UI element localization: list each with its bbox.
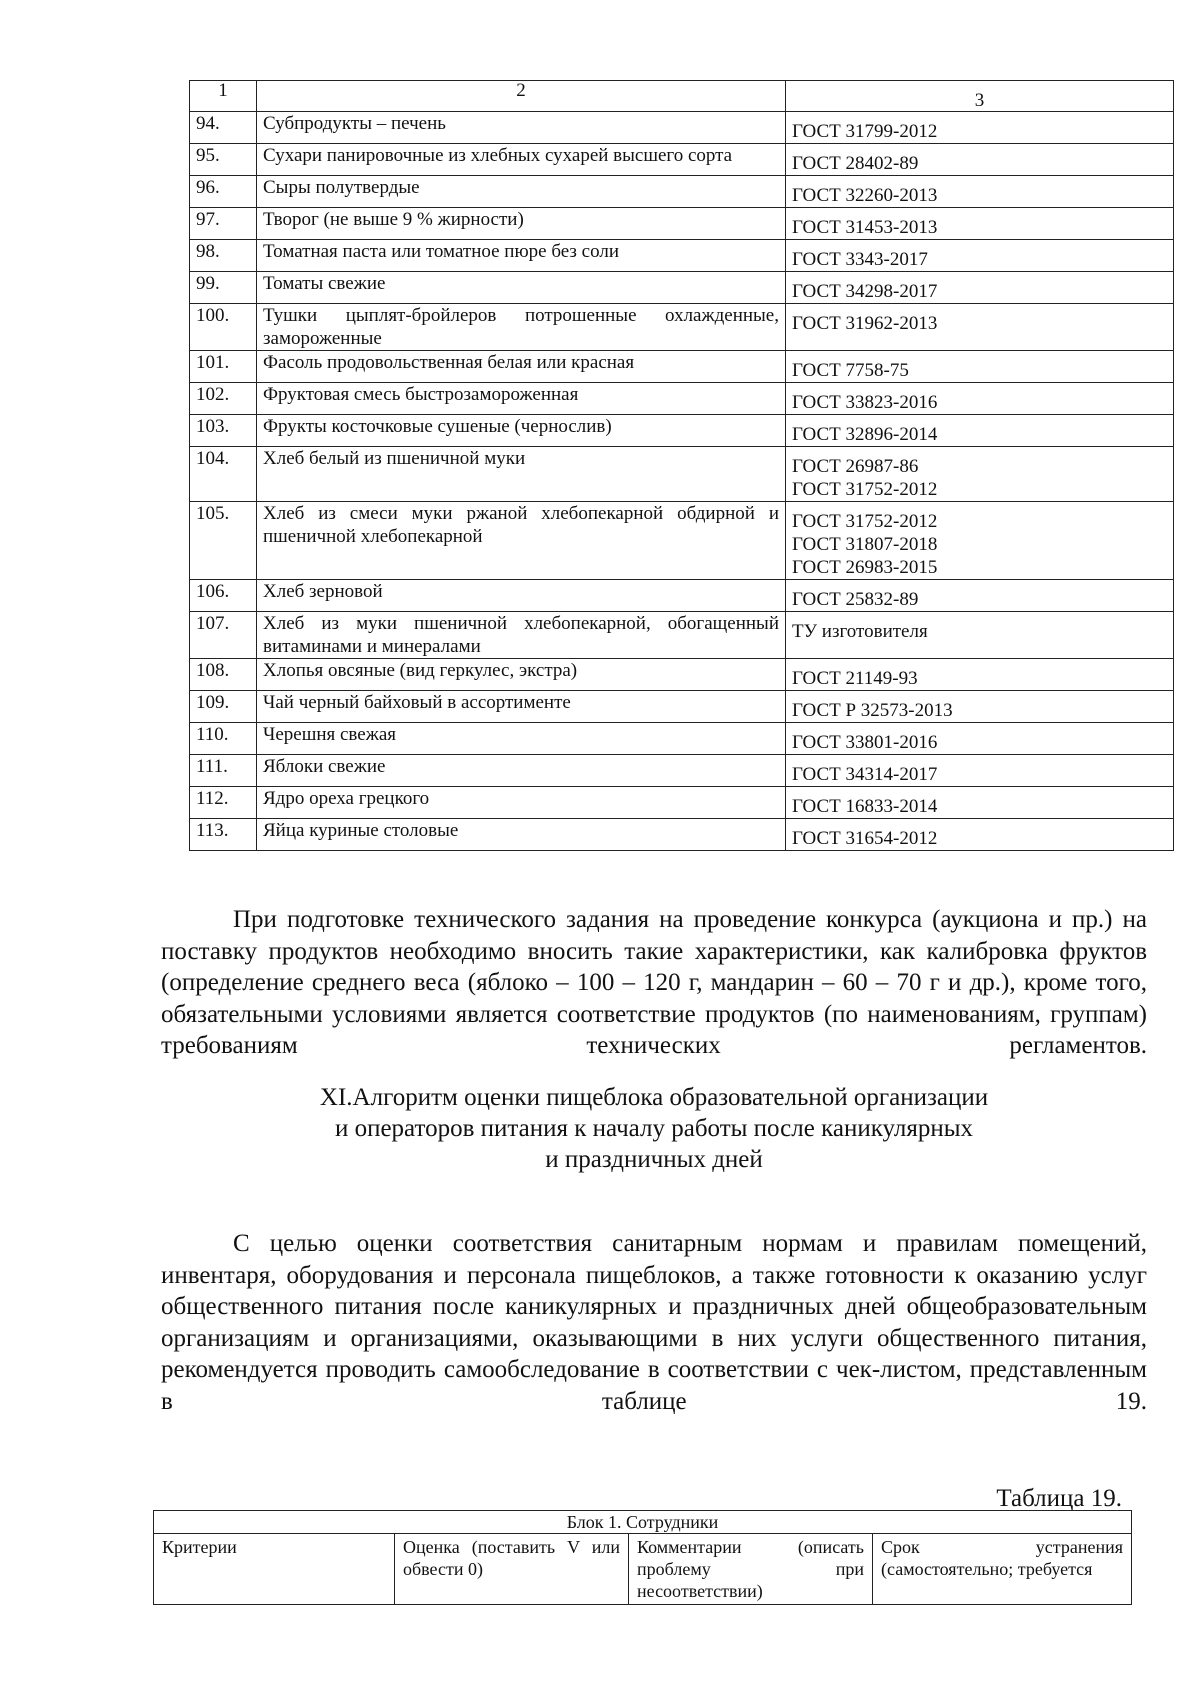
checklist-table xyxy=(153,1510,1132,1605)
standard-code: ГОСТ 28402-89 xyxy=(792,153,919,174)
standard-code: ГОСТ 32260-2013 xyxy=(792,185,938,206)
table-row xyxy=(190,723,1174,755)
product-standard xyxy=(786,659,1174,691)
standard-code: ГОСТ 33801-2016 xyxy=(792,732,938,753)
product-standard xyxy=(786,580,1174,612)
standard-code: ГОСТ 7758-75 xyxy=(792,360,909,381)
product-standard xyxy=(786,240,1174,272)
checklist-header-row xyxy=(154,1534,1132,1605)
checklist-col-comments: Комментарии (описать проблему при несоответствии) xyxy=(629,1534,873,1605)
table-row xyxy=(190,144,1174,176)
product-standard xyxy=(786,502,1174,580)
table-row xyxy=(190,176,1174,208)
table-row xyxy=(190,208,1174,240)
header-cell-3: 3 xyxy=(786,81,1174,112)
paragraph-procurement xyxy=(161,904,1147,1062)
product-name: Фасоль продовольственная белая или красная xyxy=(257,351,786,383)
row-number: 108. xyxy=(190,659,257,691)
row-number: 113. xyxy=(190,819,257,851)
paragraph-self-assessment-text: С целью оценки соответствия санитарным нормам и правилам помещений, инвентаря, оборудования и персонала пищеблоков, а также готовности к оказанию услуг общественного питания после каникулярных и праздничных дней общеобразовательным организациям и организациями, оказывающими в них услуги общественного питания, рекомендуется проводить самообследование в соответствии с чек-листом, представленным в таблице 19. xyxy=(161,1230,1147,1415)
table-row xyxy=(190,691,1174,723)
table-row xyxy=(190,787,1174,819)
product-standard xyxy=(786,112,1174,144)
product-standard xyxy=(786,176,1174,208)
standard-code: ГОСТ 31654-2012 xyxy=(792,828,938,849)
product-standard xyxy=(786,144,1174,176)
section-heading-line-3: и праздничных дней xyxy=(545,1146,763,1173)
products-table-body xyxy=(190,81,1174,851)
table-row xyxy=(190,580,1174,612)
checklist-col-deadline: Срок устранения (самостоятельно; требуется xyxy=(873,1534,1132,1605)
table-row xyxy=(190,272,1174,304)
standard-code: ГОСТ 31799-2012 xyxy=(792,121,938,142)
section-heading-line-2: и операторов питания к началу работы после каникулярных xyxy=(334,1115,974,1142)
product-name: Яблоки свежие xyxy=(257,755,786,787)
product-name: Сыры полутвердые xyxy=(257,176,786,208)
standard-code: ГОСТ 25832-89 xyxy=(792,589,919,610)
product-name: Яйца куриные столовые xyxy=(257,819,786,851)
table-row xyxy=(190,351,1174,383)
standard-code: ГОСТ Р 32573-2013 xyxy=(792,700,953,721)
checklist-block-title: Блок 1. Сотрудники xyxy=(154,1511,1132,1534)
header-cell-2: 2 xyxy=(257,81,786,112)
table-row xyxy=(190,240,1174,272)
product-standard xyxy=(786,723,1174,755)
product-name: Томатная паста или томатное пюре без соли xyxy=(257,240,786,272)
standard-code: ГОСТ 26983-2015 xyxy=(792,557,938,578)
row-number: 105. xyxy=(190,502,257,580)
table-header-row xyxy=(190,81,1174,112)
products-table xyxy=(189,80,1174,851)
product-name: Хлеб из муки пшеничной хлебопекарной, обогащенный витаминами и минералами xyxy=(257,612,786,659)
table-row xyxy=(190,755,1174,787)
standard-code: ГОСТ 33823-2016 xyxy=(792,392,938,413)
product-name: Хлеб белый из пшеничной муки xyxy=(257,447,786,502)
product-name: Томаты свежие xyxy=(257,272,786,304)
table-caption: Таблица 19. xyxy=(996,1485,1122,1512)
row-number: 106. xyxy=(190,580,257,612)
product-standard xyxy=(786,819,1174,851)
product-name: Фрукты косточковые сушеные (чернослив) xyxy=(257,415,786,447)
product-standard xyxy=(786,691,1174,723)
header-cell-1: 1 xyxy=(190,81,257,112)
row-number: 99. xyxy=(190,272,257,304)
product-standard xyxy=(786,755,1174,787)
product-name: Фруктовая смесь быстрозамороженная xyxy=(257,383,786,415)
table-row xyxy=(190,502,1174,580)
checklist-block-row xyxy=(154,1511,1132,1534)
row-number: 100. xyxy=(190,304,257,351)
standard-code: ГОСТ 31453-2013 xyxy=(792,217,938,238)
product-name: Творог (не выше 9 % жирности) xyxy=(257,208,786,240)
standard-code: ГОСТ 34298-2017 xyxy=(792,281,938,302)
product-standard xyxy=(786,208,1174,240)
standard-code: ГОСТ 31752-2012 xyxy=(792,479,938,500)
row-number: 112. xyxy=(190,787,257,819)
table-row xyxy=(190,383,1174,415)
row-number: 109. xyxy=(190,691,257,723)
standard-code: ГОСТ 16833-2014 xyxy=(792,796,938,817)
product-name: Чай черный байховый в ассортименте xyxy=(257,691,786,723)
product-standard xyxy=(786,447,1174,502)
row-number: 101. xyxy=(190,351,257,383)
product-name: Сухари панировочные из хлебных сухарей высшего сорта xyxy=(257,144,786,176)
product-name: Тушки цыплят-бройлеров потрошенные охлажденные, замороженные xyxy=(257,304,786,351)
row-number: 110. xyxy=(190,723,257,755)
row-number: 95. xyxy=(190,144,257,176)
table-row xyxy=(190,112,1174,144)
table-row xyxy=(190,612,1174,659)
product-name: Хлеб из смеси муки ржаной хлебопекарной обдирной и пшеничной хлебопекарной xyxy=(257,502,786,580)
checklist-col-criteria: Критерии xyxy=(154,1534,395,1605)
standard-code: ГОСТ 26987-86 xyxy=(792,456,919,477)
section-heading-line-1: XI.Алгоритм оценки пищеблока образовательной организации xyxy=(319,1084,989,1111)
row-number: 111. xyxy=(190,755,257,787)
product-name: Хлеб зерновой xyxy=(257,580,786,612)
standard-code: ГОСТ 3343-2017 xyxy=(792,249,928,270)
standard-code: ГОСТ 31752-2012 xyxy=(792,511,938,532)
row-number: 96. xyxy=(190,176,257,208)
paragraph-procurement-text: При подготовке технического задания на проведение конкурса (аукциона и пр.) на поставку продуктов необходимо вносить такие характеристики, как калибровка фруктов (определение среднего веса (яблоко – 100 – 120 г, мандарин – 60 – 70 г и др.), кроме того, обязательными условиями является соответствие продуктов (по наименованиям, группам) требованиям технических регламентов. xyxy=(161,906,1147,1059)
standard-code: ГОСТ 31807-2018 xyxy=(792,534,938,555)
standard-code: ГОСТ 34314-2017 xyxy=(792,764,938,785)
table-row xyxy=(190,659,1174,691)
product-name: Субпродукты – печень xyxy=(257,112,786,144)
product-standard xyxy=(786,272,1174,304)
table-row xyxy=(190,415,1174,447)
product-standard xyxy=(786,612,1174,659)
standard-code: ТУ изготовителя xyxy=(792,621,928,642)
standard-code: ГОСТ 32896-2014 xyxy=(792,424,938,445)
product-standard xyxy=(786,415,1174,447)
table-row xyxy=(190,447,1174,502)
product-standard xyxy=(786,351,1174,383)
checklist-col-assessment: Оценка (поставить V или обвести 0) xyxy=(395,1534,629,1605)
row-number: 98. xyxy=(190,240,257,272)
standard-code: ГОСТ 31962-2013 xyxy=(792,313,938,334)
table-row xyxy=(190,304,1174,351)
product-standard xyxy=(786,304,1174,351)
row-number: 94. xyxy=(190,112,257,144)
product-name: Черешня свежая xyxy=(257,723,786,755)
product-standard xyxy=(786,383,1174,415)
product-name: Ядро ореха грецкого xyxy=(257,787,786,819)
row-number: 102. xyxy=(190,383,257,415)
row-number: 107. xyxy=(190,612,257,659)
product-name: Хлопья овсяные (вид геркулес, экстра) xyxy=(257,659,786,691)
table-row xyxy=(190,819,1174,851)
section-heading xyxy=(161,1082,1147,1175)
paragraph-self-assessment xyxy=(161,1228,1147,1417)
standard-code: ГОСТ 21149-93 xyxy=(792,668,918,689)
row-number: 97. xyxy=(190,208,257,240)
row-number: 103. xyxy=(190,415,257,447)
product-standard xyxy=(786,787,1174,819)
row-number: 104. xyxy=(190,447,257,502)
